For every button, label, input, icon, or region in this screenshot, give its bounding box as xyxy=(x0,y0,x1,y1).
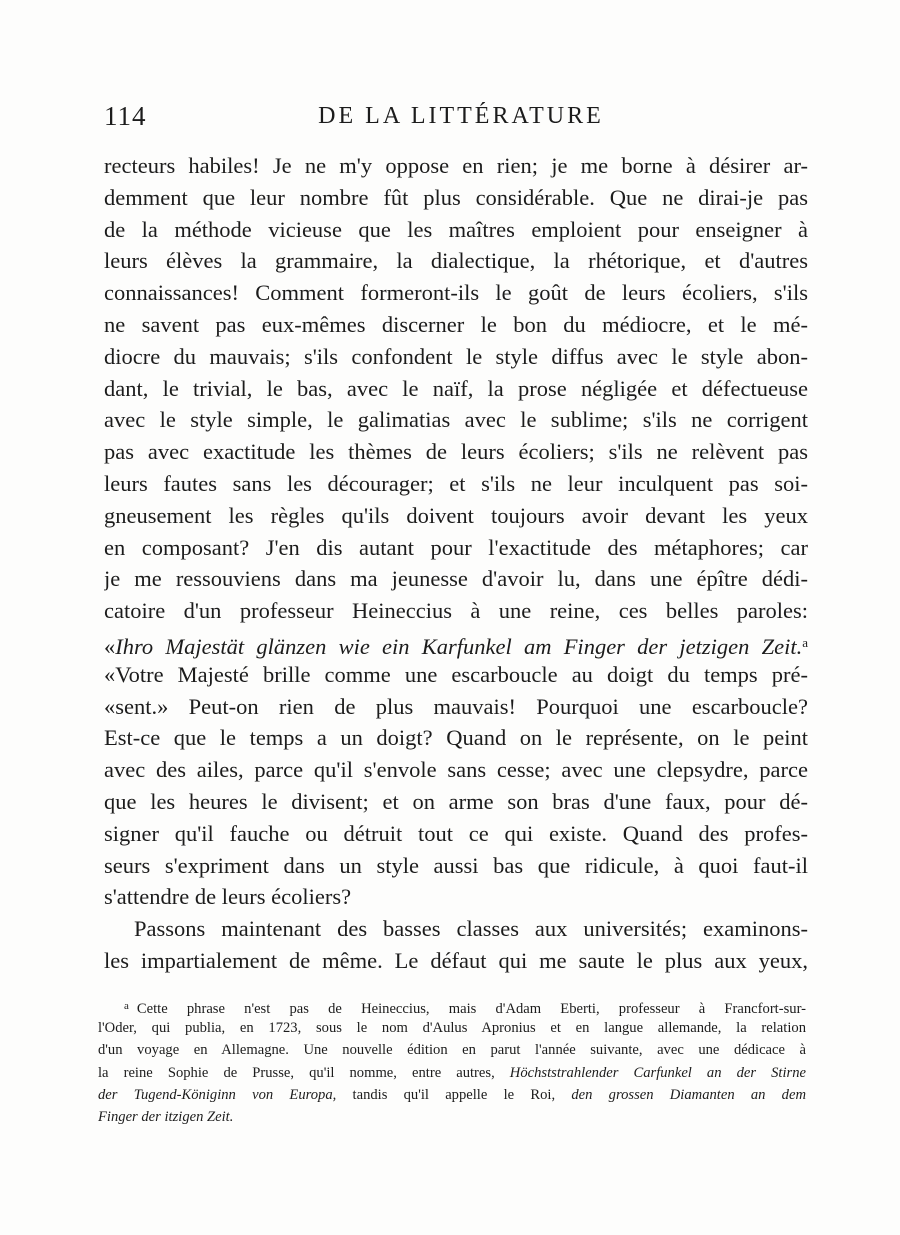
footnote-text: tandis qu'il appelle le Roi, xyxy=(336,1086,572,1103)
text-line: «Votre Majesté brille comme une escarboucle au doigt du temps pré- xyxy=(104,661,808,687)
text-line: de la méthode vicieuse que les maîtres emploient pour enseigner à xyxy=(104,216,808,242)
text-line: je me ressouviens dans ma jeunesse d'avoir lu, dans une épître dédi- xyxy=(104,566,808,592)
footnote-italic: den grossen Diamanten an dem xyxy=(571,1086,806,1103)
text-line: recteurs habiles! Je ne m'y oppose en rien; je me borne à désirer ar- xyxy=(104,153,808,178)
german-quote: Ihro Majestät glänzen wie ein Karfunkel am Finger der jetzigen Zeit. xyxy=(115,633,803,659)
paragraph-line: Passons maintenant des basses classes aux universités; examinons- xyxy=(134,916,808,942)
footnote-text: la reine Sophie de Prusse, qu'il nomme, entre autres, xyxy=(98,1064,510,1081)
footnote-text: Cette phrase n'est pas de Heineccius, mais d'Adam Eberti, professeur à Francfort-sur- xyxy=(136,1001,806,1017)
footnote-line xyxy=(98,995,806,1017)
text-line: connaissances! Comment formeront-ils le goût de leurs écoliers, s'ils xyxy=(104,280,808,306)
footnote-line xyxy=(98,1084,806,1106)
text-line: leurs fautes sans les décourager; et s'ils ne leur inculquent pas soi- xyxy=(104,470,808,496)
text-line: en composant? J'en dis autant pour l'exactitude des métaphores; car xyxy=(104,534,808,560)
text-line: ne savent pas eux-mêmes discerner le bon du médiocre, et le mé- xyxy=(104,311,808,337)
footnote-line: Finger der itzigen Zeit. xyxy=(98,1108,234,1125)
footnote-line: l'Oder, qui publia, en 1723, sous le nom d'Aulus Apronius et en langue allemande, la relation xyxy=(98,1020,806,1037)
text-line: seurs s'expriment dans un style aussi bas que ridicule, à quoi faut-il xyxy=(104,852,808,878)
text-line: s'attendre de leurs écoliers? xyxy=(104,884,352,910)
footnote-reference[interactable]: a xyxy=(802,634,808,650)
footnote-line: d'un voyage en Allemagne. Une nouvelle édition en parut l'année suivante, avec une dédicace à xyxy=(98,1042,806,1059)
main-text xyxy=(104,150,808,977)
text-line: signer qu'il fauche ou détruit tout ce qui existe. Quand des profes- xyxy=(104,820,808,846)
text-line: gneusement les règles qu'ils doivent toujours avoir devant les yeux xyxy=(104,502,808,528)
running-head: DE LA LITTÉRATURE xyxy=(318,103,604,129)
text-line: pas avec exactitude les thèmes de leurs écoliers; s'ils ne relèvent pas xyxy=(104,439,808,465)
text-line: demment que leur nombre fût plus considérable. Que ne dirai-je pas xyxy=(104,184,808,210)
quote-open: « xyxy=(104,633,116,659)
footnote-italic: der Tugend-Königinn von Europa, xyxy=(98,1086,337,1103)
text-line: avec des ailes, parce qu'il s'envole sans cesse; avec une clepsydre, parce xyxy=(104,757,808,783)
german-quote-line xyxy=(104,627,808,659)
paragraph-line: les impartialement de même. Le défaut qui me saute le plus aux yeux, xyxy=(104,947,808,973)
text-line: que les heures le divisent; et on arme son bras d'une faux, pour dé- xyxy=(104,788,808,814)
footnote-italic: Höchststrahlender Carfunkel an der Stirne xyxy=(509,1064,806,1081)
page-number: 114 xyxy=(104,101,147,131)
text-line: dant, le trivial, le bas, avec le naïf, la prose négligée et défectueuse xyxy=(104,375,808,401)
text-line: leurs élèves la grammaire, la dialectique, la rhétorique, et d'autres xyxy=(104,248,808,274)
footnote-mark: a xyxy=(124,1000,129,1012)
text-line: avec le style simple, le galimatias avec le sublime; s'ils ne corrigent xyxy=(104,407,808,433)
text-line: Est-ce que le temps a un doigt? Quand on le représente, on le peint xyxy=(104,725,808,751)
text-line: diocre du mauvais; s'ils confondent le style diffus avec le style abon- xyxy=(104,343,808,369)
footnote-line xyxy=(98,1062,806,1084)
page-header xyxy=(104,101,808,141)
text-line: catoire d'un professeur Heineccius à une reine, ces belles paroles: xyxy=(104,598,808,624)
text-line: «sent.» Peut-on rien de plus mauvais! Pourquoi une escarboucle? xyxy=(104,693,808,719)
footnote xyxy=(98,995,806,1128)
